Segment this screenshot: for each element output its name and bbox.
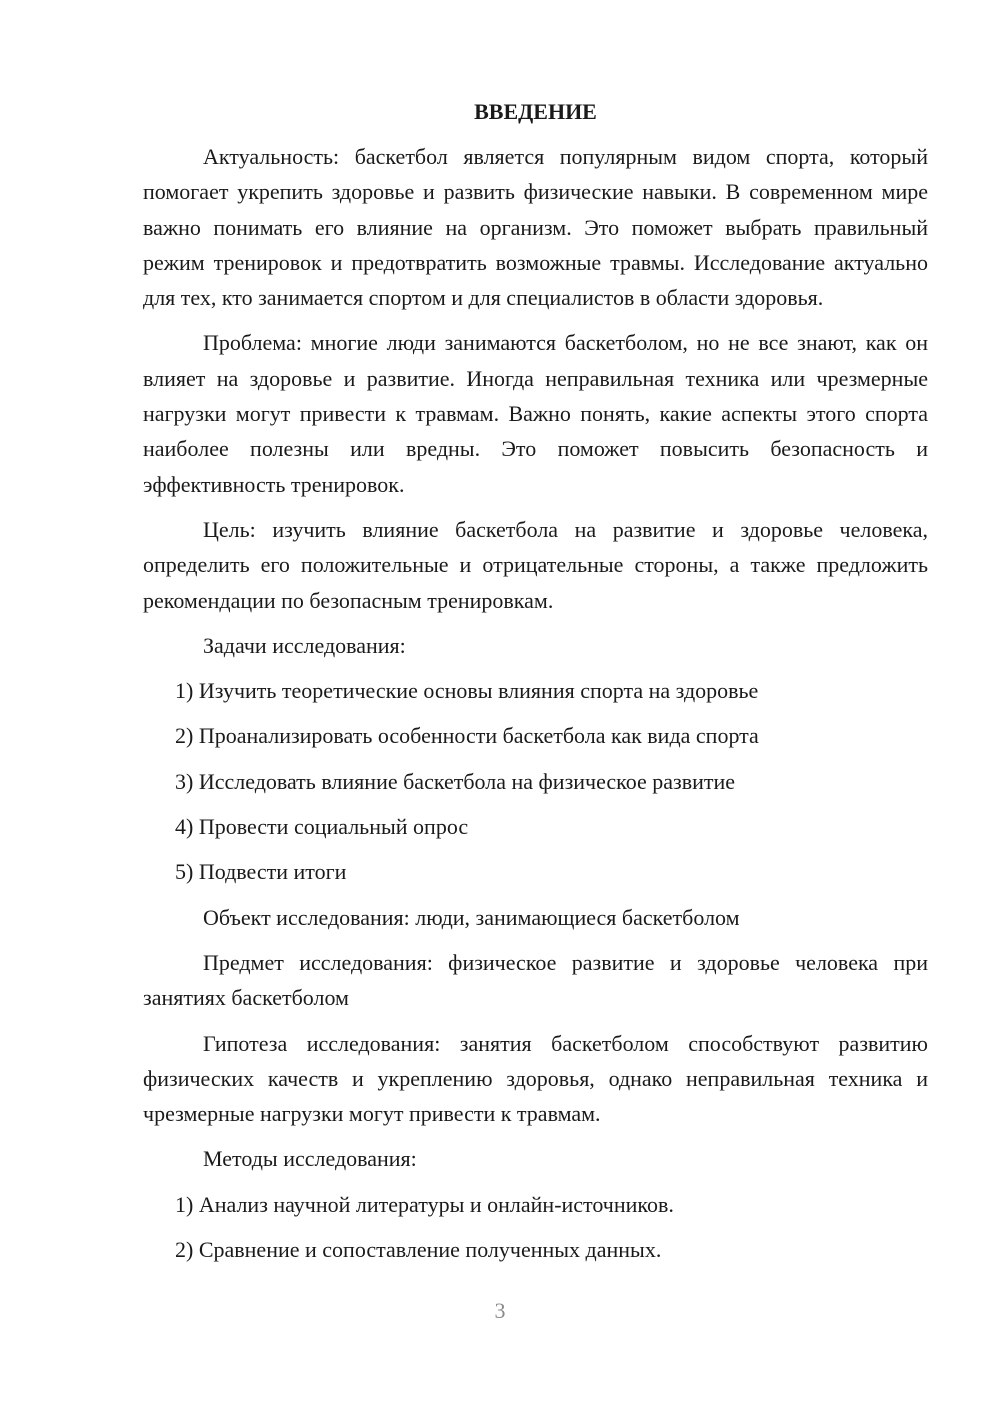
list-item: 4) Провести социальный опрос	[175, 814, 469, 840]
list-item: 1) Анализ научной литературы и онлайн-источников.	[175, 1191, 674, 1217]
list-item: 5) Подвести итоги	[175, 859, 347, 885]
problem-paragraph: Проблема: многие люди занимаются баскетболом, но не все знают, как он влияет на здоровье и развитие. Иногда неправильная техника или чрезмерные нагрузки могут привести к травмам. Важно понять, какие аспекты этого спорта наиболее полезны или вредны. Это поможет повысить безопасность и эффективность тренировок.	[143, 330, 928, 497]
list-item: 2) Сравнение и сопоставление полученных данных.	[175, 1237, 662, 1263]
tasks-list	[143, 673, 928, 889]
goal-paragraph: Цель: изучить влияние баскетбола на развитие и здоровье человека, определить его положительные и отрицательные стороны, а также предложить рекомендации по безопасным тренировкам.	[143, 516, 928, 613]
section-title: ВВЕДЕНИЕ	[474, 99, 597, 124]
list-item: 3) Исследовать влияние баскетбола на физическое развитие	[175, 768, 736, 794]
object-paragraph: Объект исследования: люди, занимающиеся баскетболом	[203, 904, 740, 930]
tasks-heading: Задачи исследования:	[203, 632, 406, 658]
page-number: 3	[494, 1298, 506, 1323]
document-body	[143, 94, 928, 1277]
hypothesis-paragraph: Гипотеза исследования: занятия баскетболом способствуют развитию физических качеств и укреплению здоровья, однако неправильная техника и чрезмерные нагрузки могут привести к травмам.	[143, 1030, 928, 1127]
list-item: 1) Изучить теоретические основы влияния спорта на здоровье	[175, 678, 759, 704]
list-item: 2) Проанализировать особенности баскетбола как вида спорта	[175, 723, 759, 749]
subject-paragraph: Предмет исследования: физическое развитие и здоровье человека при занятиях баскетболом	[143, 949, 928, 1011]
methods-heading: Методы исследования:	[203, 1146, 417, 1172]
actuality-paragraph: Актуальность: баскетбол является популярным видом спорта, который помогает укрепить здоровье и развить физические навыки. В современном мире важно понимать его влияние на организм. Это поможет выбрать правильный режим тренировок и предотвратить возможные травмы. Исследование актуально для тех, кто занимается спортом и для специалистов в области здоровья.	[143, 144, 928, 311]
methods-list	[143, 1187, 928, 1268]
